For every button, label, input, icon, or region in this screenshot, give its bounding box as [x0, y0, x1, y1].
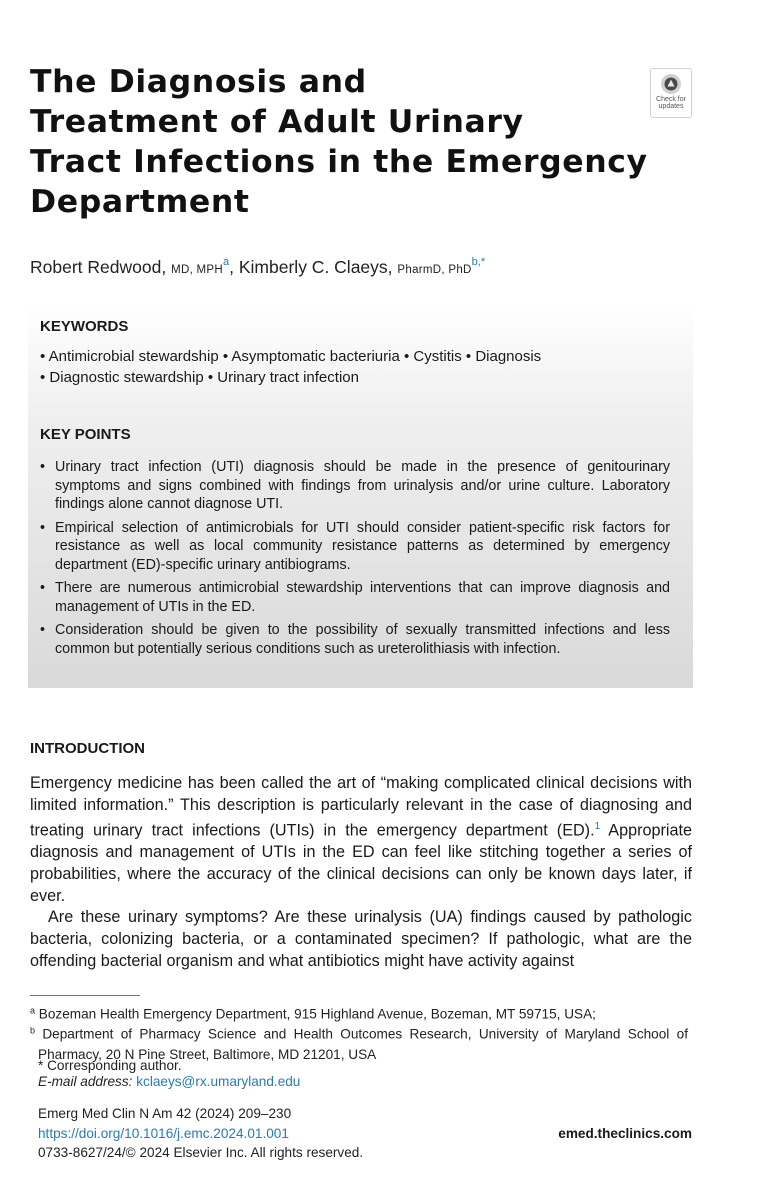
doi-link[interactable]: https://doi.org/10.1016/j.emc.2024.01.001 — [38, 1126, 289, 1141]
section-heading: INTRODUCTION — [30, 740, 145, 757]
key-point-item — [40, 458, 670, 514]
bullet-marker: • — [40, 622, 46, 638]
key-points-heading: KEY POINTS — [40, 426, 131, 443]
key-point-text: There are numerous antimicrobial stewardship interventions that can improve diagnosis and management of UTIs in the ED. — [55, 580, 670, 615]
bullet-marker: • — [40, 519, 46, 536]
title-line: The Diagnosis and — [30, 64, 367, 100]
key-point-item — [40, 519, 670, 575]
journal-site-link[interactable]: emed.theclinics.com — [558, 1126, 692, 1141]
footnote-text: Bozeman Health Emergency Department, 915 Highland Avenue, Bozeman, MT 59715, USA; — [35, 1006, 596, 1022]
footnote-mark: b — [30, 1025, 36, 1035]
paragraph-text: Emergency medicine has been called the art of “making complicated clinical decisions with limited information.” This description is particularly relevant in the case of diagnosing and treating urinary tract infections (UTIs) in the emergency department (ED). — [30, 774, 692, 840]
key-points-list — [40, 458, 670, 663]
email-link[interactable]: kclaeys@rx.umaryland.edu — [136, 1074, 301, 1089]
body-paragraph: Are these urinary symptoms? Are these urinalysis (UA) findings caused by pathologic bacteria, colonizing bacteria, or a contaminated specimen? If pathologic, what are the offending bacterial organism and what antibiotics might have activity against — [30, 908, 692, 970]
keywords-line: • Diagnostic stewardship • Urinary tract infection — [40, 369, 359, 386]
check-updates-icon — [660, 73, 682, 95]
article-title — [30, 62, 670, 222]
email-label: E-mail address: — [38, 1074, 133, 1089]
footnote-text: Department of Pharmacy Science and Health Outcomes Research, University of Maryland School of Pharmacy, 20 N Pine Street, Baltimore, MD 21201, USA — [35, 1026, 688, 1062]
reference-link[interactable]: 1 — [594, 821, 601, 832]
key-point-text: Urinary tract infection (UTI) diagnosis should be made in the presence of genitourinary symptoms and signs combined with findings from urinalysis and/or urine culture. Laboratory findings alone cannot diagnose UTI. — [55, 459, 670, 512]
paragraph-text: Appropriate diagnosis and management of UTIs in the ED can feel like stitching together a series of probabilities, where the accuracy of the clinical decisions can only be known days later, if ever. — [30, 821, 692, 906]
keywords-box — [28, 302, 693, 688]
affiliation-mark[interactable]: a — [223, 256, 230, 268]
author-name: Kimberly C. Claeys, — [238, 257, 393, 277]
author-name: Robert Redwood, — [30, 257, 167, 277]
key-point-item — [40, 579, 670, 616]
keywords-line: • Antimicrobial stewardship • Asymptomatic bacteriuria • Cystitis • Diagnosis — [40, 348, 542, 365]
email-line — [38, 1074, 300, 1089]
doi-line — [38, 1126, 289, 1141]
bullet-marker: • — [40, 580, 46, 596]
author-line: Robert Redwood, MD, MPH$^a$, Kimberly C. Claeys, PharmD, PhD$^{b,*}$ — [30, 256, 486, 277]
key-point-item — [40, 621, 670, 658]
author-degrees: MD, MPH — [171, 264, 224, 276]
title-line: Treatment of Adult Urinary — [30, 104, 524, 140]
copyright-line: 0733-8627/24/© 2024 Elsevier Inc. All rights reserved. — [38, 1145, 364, 1160]
body-paragraph — [30, 772, 692, 907]
title-line: Tract Infections in the Emergency — [30, 144, 648, 180]
footnote-mark: a — [30, 1005, 36, 1015]
author-degrees: PharmD, PhD — [397, 264, 472, 276]
footnote-divider — [30, 995, 140, 996]
key-point-text: Consideration should be given to the possibility of sexually transmitted infections and less common but potentially serious conditions such as ureterolithiasis with infection. — [55, 622, 670, 657]
corresponding-author-note: * Corresponding author. — [38, 1058, 182, 1073]
journal-citation: Emerg Med Clin N Am 42 (2024) 209–230 — [38, 1106, 292, 1121]
key-point-text: Empirical selection of antimicrobials for UTI should consider patient-specific risk factors for resistance as well as local community resistance patterns as determined by emergency department (ED)-specific urinary antibiograms. — [55, 519, 670, 573]
check-for-updates-button[interactable] — [650, 68, 692, 118]
bullet-marker: • — [40, 459, 46, 475]
keywords-heading: KEYWORDS — [40, 318, 129, 335]
title-line: Department — [30, 184, 250, 220]
affiliation-mark[interactable]: b,* — [471, 256, 486, 268]
check-updates-label: Check for updates — [656, 96, 686, 110]
